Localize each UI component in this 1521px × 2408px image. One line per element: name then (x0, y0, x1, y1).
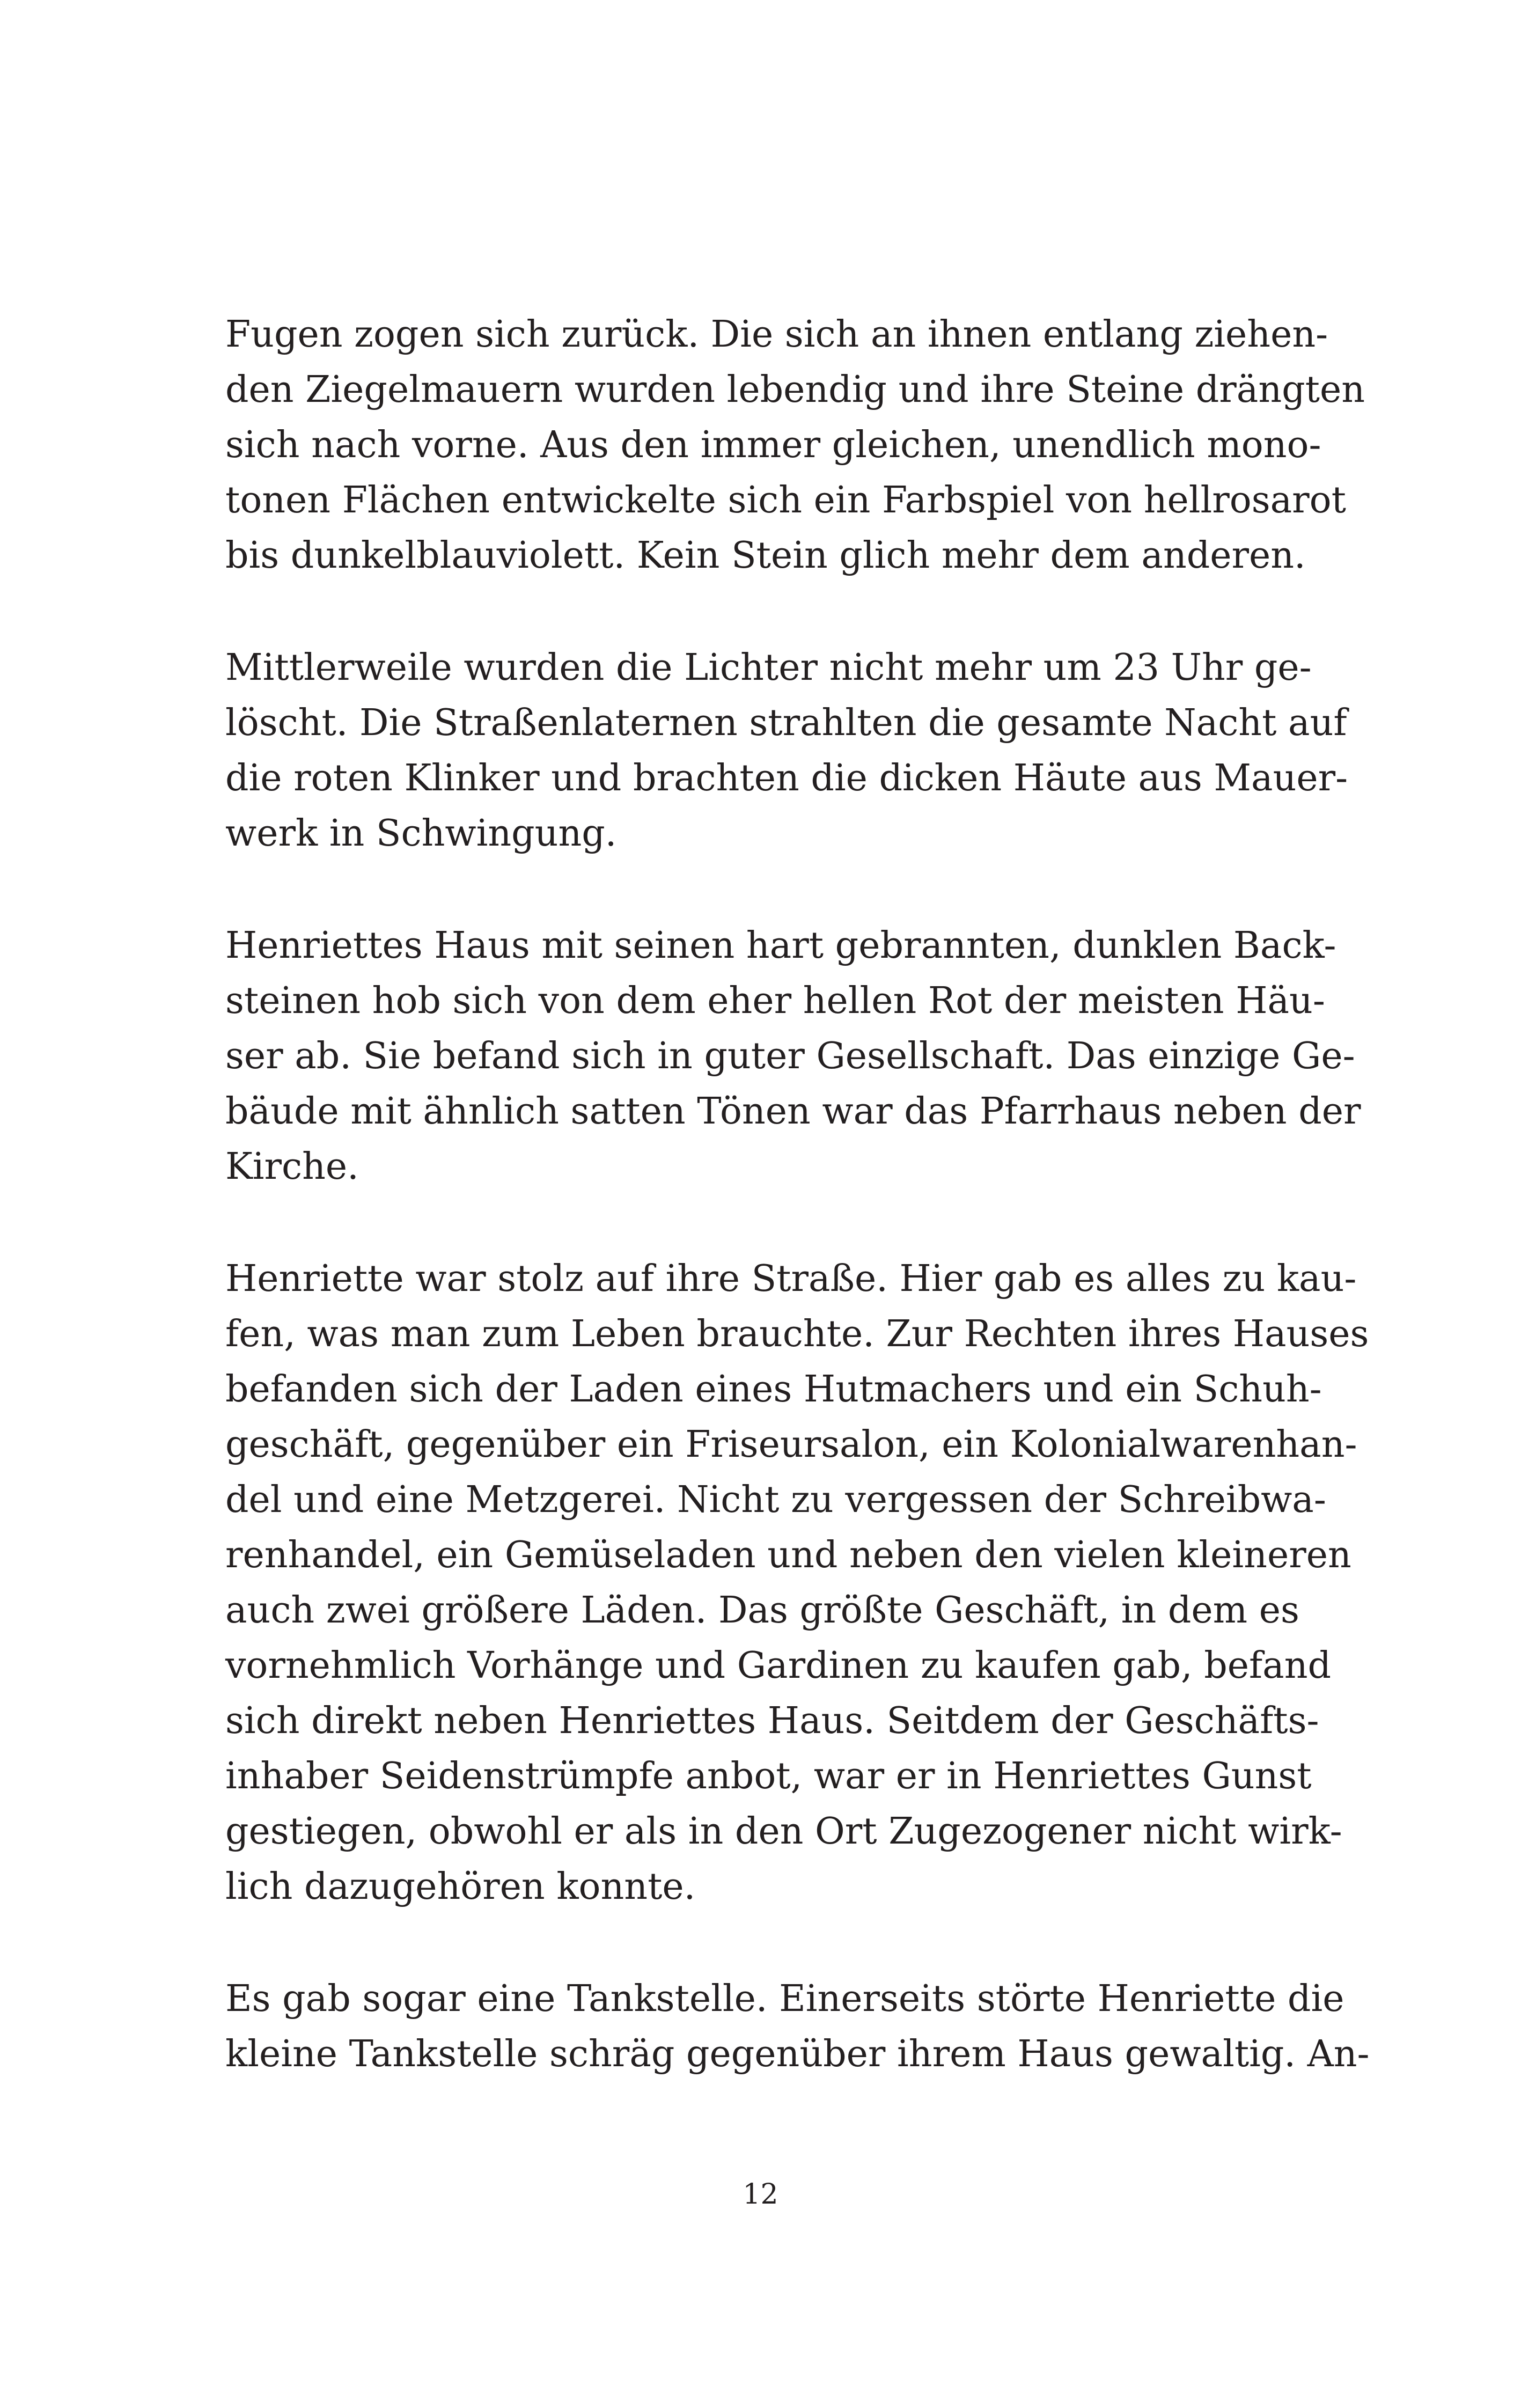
text-line: geschäft, gegenüber ein Friseursalon, ein Kolonialwarenhan- (225, 1423, 1357, 1466)
text-line: inhaber Seidenstrümpfe anbot, war er in Henriettes Gunst (225, 1755, 1312, 1797)
text-line: vornehmlich Vorhänge und Gardinen zu kaufen gab, befand (225, 1645, 1332, 1687)
text-line: die roten Klinker und brachten die dicken Häute aus Mauer- (225, 757, 1348, 799)
text-line: bis dunkelblauviolett. Kein Stein glich mehr dem anderen. (225, 534, 1306, 577)
text-line: sich direkt neben Henriettes Haus. Seitdem der Geschäfts- (225, 1700, 1319, 1742)
text-line: bäude mit ähnlich satten Tönen war das Pfarrhaus neben der (225, 1090, 1361, 1133)
text-line: kleine Tankstelle schräg gegenüber ihrem Haus gewaltig. An- (225, 2033, 1370, 2075)
paragraph-1 (225, 307, 1365, 583)
text-line: Kirche. (225, 1146, 359, 1188)
text-line: Mittlerweile wurden die Lichter nicht mehr um 23 Uhr ge- (225, 647, 1312, 689)
text-line: werk in Schwingung. (225, 812, 617, 855)
text-line: den Ziegelmauern wurden lebendig und ihre Steine drängten (225, 369, 1365, 411)
text-line: löscht. Die Straßenlaternen strahlten die gesamte Nacht auf (225, 702, 1347, 744)
text-line: befanden sich der Laden eines Hutmachers und ein Schuh- (225, 1368, 1322, 1411)
body-text (225, 307, 1370, 2139)
text-line: fen, was man zum Leben brauchte. Zur Rechten ihres Hauses (225, 1313, 1369, 1355)
text-line: renhandel, ein Gemüseladen und neben den vielen kleineren (225, 1534, 1351, 1576)
paragraph-4 (225, 1251, 1369, 1914)
text-line: Henriettes Haus mit seinen hart gebrannten, dunklen Back- (225, 924, 1336, 967)
page-number: 12 (743, 2178, 778, 2211)
text-line: ser ab. Sie befand sich in guter Gesellschaft. Das einzige Ge- (225, 1035, 1355, 1077)
text-line: sich nach vorne. Aus den immer gleichen, unendlich mono- (225, 424, 1321, 466)
text-line: del und eine Metzgerei. Nicht zu vergessen der Schreibwa- (225, 1479, 1326, 1521)
text-line: Henriette war stolz auf ihre Straße. Hier gab es alles zu kau- (225, 1258, 1357, 1300)
paragraph-5 (225, 1971, 1370, 2082)
text-line: tonen Flächen entwickelte sich ein Farbspiel von hellrosarot (225, 479, 1346, 522)
text-line: lich dazugehören konnte. (225, 1866, 696, 1908)
text-line: steinen hob sich von dem eher hellen Rot der meisten Häu- (225, 980, 1325, 1022)
text-line: gestiegen, obwohl er als in den Ort Zugezogener nicht wirk- (225, 1810, 1342, 1853)
paragraph-2 (225, 640, 1348, 861)
text-line: auch zwei größere Läden. Das größte Geschäft, in dem es (225, 1589, 1299, 1632)
paragraph-3 (225, 918, 1361, 1194)
text-line: Fugen zogen sich zurück. Die sich an ihnen entlang ziehen- (225, 313, 1328, 356)
text-line: Es gab sogar eine Tankstelle. Einerseits störte Henriette die (225, 1978, 1344, 2020)
